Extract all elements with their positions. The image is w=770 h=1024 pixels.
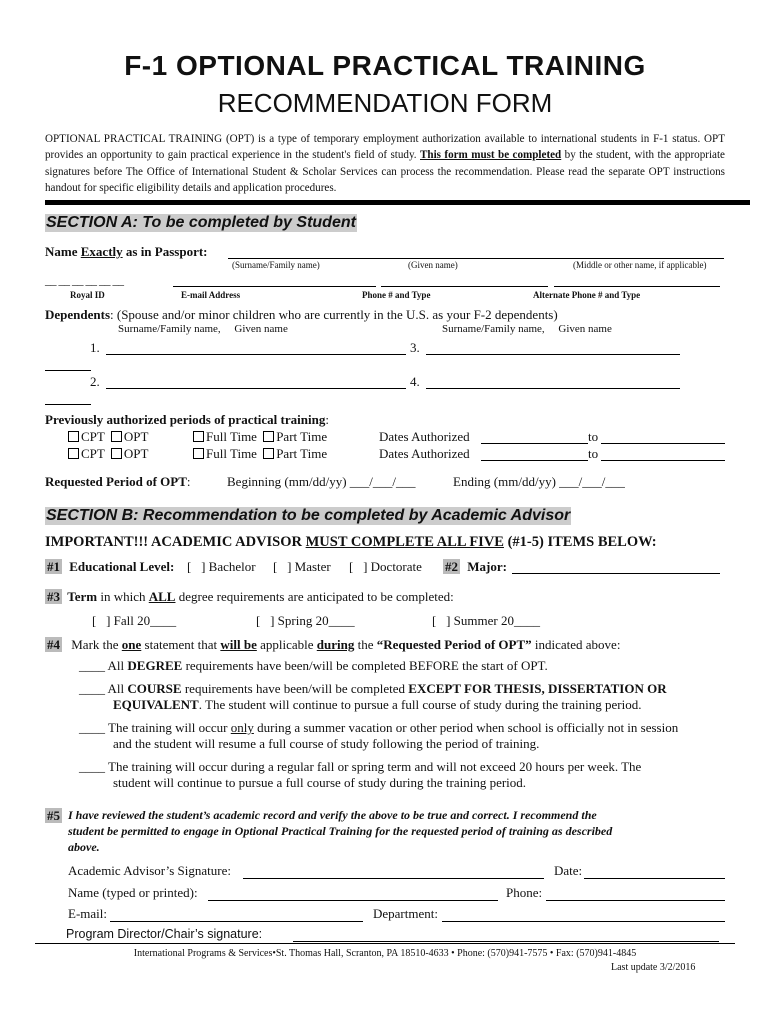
email-address-label: E-mail Address: [181, 290, 241, 300]
to-label-1: to: [588, 429, 599, 444]
ending-date-field[interactable]: Ending (mm/dd/yy) ___/___/___: [453, 474, 625, 489]
royal-id-label: Royal ID: [70, 290, 105, 300]
alt-phone-field[interactable]: [554, 273, 720, 287]
item-4-row: #4 Mark the one statement that will be applicable during the “Requested Period of OPT” indicated above:: [47, 637, 621, 652]
dependent-3-label: 3.: [410, 340, 420, 355]
dates-from-field-1[interactable]: [481, 429, 588, 444]
major-field[interactable]: [512, 559, 720, 574]
summer-option[interactable]: [ ] Summer 20____: [432, 613, 540, 628]
form-title: F-1 OPTIONAL PRACTICAL TRAINING: [124, 50, 646, 81]
intro-paragraph: OPTIONAL PRACTICAL TRAINING (OPT) is a type of temporary employment authorization available to international students in F-1 status. OPT provides an opportunity to gain practical experience in the student's field of study. This form must be completed by the student, with the appropriate signatures before The Office of International Student & Scholar Services can process the recommendation. Please read the separate OPT instructions handout for specific eligibility details and application procedures.: [45, 133, 725, 194]
section-b-heading: SECTION B: Recommendation to be completed by Academic Advisor: [46, 507, 571, 524]
dependent-1-field[interactable]: [106, 340, 406, 355]
dates-to-field-1[interactable]: [601, 429, 725, 444]
email-address-field[interactable]: [173, 273, 376, 287]
prev-row-2-time: Full Time Part Time: [193, 446, 327, 462]
important-notice: IMPORTANT!!! ACADEMIC ADVISOR MUST COMPLETE ALL FIVE (#1-5) ITEMS BELOW:: [45, 534, 657, 550]
prev-row-2: CPT OPT: [68, 446, 148, 462]
dependent-2-overflow: [45, 390, 91, 405]
item-5-marker: #5: [47, 808, 60, 823]
dependents-label: Dependents: (Spouse and/or minor children who are currently in the U.S. as your F-2 dependents): [45, 307, 558, 322]
email-field[interactable]: [110, 906, 363, 922]
opt-checkbox-2[interactable]: [111, 448, 122, 459]
master-option[interactable]: [ ] Master: [273, 559, 331, 574]
alt-phone-type-label: Alternate Phone # and Type: [533, 290, 641, 300]
cpt-checkbox-1[interactable]: [68, 431, 79, 442]
given-caption: (Given name): [408, 260, 458, 270]
footer-divider: [35, 943, 735, 944]
dependent-4-label: 4.: [410, 374, 420, 389]
previous-periods-label: Previously authorized periods of practical training:: [45, 412, 329, 427]
statement-option-3[interactable]: ____ The training will occur only during a summer vacation or other period when school is officially not in session: [79, 720, 679, 735]
prev-row-1-time: Full Time Part Time: [193, 429, 327, 445]
dependent-caption-left: Surname/Family name, Given name: [118, 323, 288, 335]
department-field[interactable]: [442, 906, 725, 922]
dates-from-field-2[interactable]: [481, 446, 588, 461]
dependent-3-field[interactable]: [426, 340, 680, 355]
section-divider: [45, 200, 750, 205]
item-2-row: #2 Major:: [445, 559, 507, 574]
fall-option[interactable]: [ ] Fall 20____: [92, 613, 177, 628]
name-printed-field[interactable]: [208, 885, 498, 901]
full-time-checkbox-2[interactable]: [193, 448, 204, 459]
name-label: Name Exactly as in Passport:: [45, 244, 208, 259]
statement-option-3-cont: and the student will resume a full course of study following the period of training.: [113, 736, 540, 751]
dependent-1-overflow: [45, 356, 91, 371]
statement-option-1[interactable]: ____ All DEGREE requirements have been/will be completed BEFORE the start of OPT.: [79, 658, 548, 673]
advisor-signature-field[interactable]: [243, 863, 544, 879]
dependent-4-field[interactable]: [426, 374, 680, 389]
prev-row-1: CPT OPT: [68, 429, 148, 445]
royal-id-field[interactable]: __ __ __ __ __ __: [45, 273, 124, 287]
opt-checkbox-1[interactable]: [111, 431, 122, 442]
certify-line-3: above.: [68, 840, 100, 854]
phone-type-label: Phone # and Type: [362, 290, 431, 300]
dependent-caption-right: Surname/Family name, Given name: [442, 323, 612, 335]
to-label-2: to: [588, 446, 599, 461]
spring-option[interactable]: [ ] Spring 20____: [256, 613, 355, 628]
passport-name-field[interactable]: [228, 244, 724, 259]
cpt-checkbox-2[interactable]: [68, 448, 79, 459]
statement-option-4-cont: student will continue to pursue a full course of study during the training period.: [113, 775, 527, 790]
doctorate-option[interactable]: [ ] Doctorate: [349, 559, 422, 574]
middle-caption: (Middle or other name, if applicable): [573, 260, 707, 270]
requested-period-label: Requested Period of OPT:: [45, 474, 191, 489]
part-time-checkbox-2[interactable]: [263, 448, 274, 459]
phone-field[interactable]: [381, 273, 548, 287]
dependent-1-label: 1.: [90, 340, 100, 355]
beginning-date-field[interactable]: Beginning (mm/dd/yy) ___/___/___: [227, 474, 416, 489]
program-director-label: Program Director/Chair’s signature:: [66, 927, 263, 941]
phone-label: Phone:: [506, 885, 543, 900]
statement-option-4[interactable]: ____ The training will occur during a regular fall or spring term and will not exceed 20 hours per week. The: [79, 759, 642, 774]
dates-to-field-2[interactable]: [601, 446, 725, 461]
section-a-heading: SECTION A: To be completed by Student: [46, 214, 356, 231]
department-label: Department:: [373, 906, 438, 921]
form-subtitle: RECOMMENDATION FORM: [217, 88, 553, 118]
form-must-be-completed: This form must be completed: [420, 149, 562, 162]
date-label: Date:: [554, 863, 583, 878]
phone-field-advisor[interactable]: [546, 885, 725, 901]
certify-line-1: I have reviewed the student’s academic record and verify the above to be true and correct. I recommend the: [68, 808, 597, 822]
last-update: Last update 3/2/2016: [611, 962, 696, 973]
dates-authorized-label-1: Dates Authorized: [379, 429, 470, 444]
statement-option-2[interactable]: ____ All COURSE requirements have been/will be completed EXCEPT FOR THESIS, DISSERTATION OR: [79, 681, 667, 696]
surname-caption: (Surname/Family name): [232, 260, 320, 270]
dependent-2-field[interactable]: [106, 374, 406, 389]
part-time-checkbox-1[interactable]: [263, 431, 274, 442]
item-1-row: #1 Educational Level:: [47, 559, 175, 574]
name-printed-label: Name (typed or printed):: [68, 885, 198, 900]
footer-address: International Programs & Services•St. Thomas Hall, Scranton, PA 18510-4633 • Phone: (570)941-7575 • Fax: (570)941-4845: [133, 948, 637, 959]
dates-authorized-label-2: Dates Authorized: [379, 446, 470, 461]
advisor-signature-label: Academic Advisor’s Signature:: [68, 863, 231, 878]
certify-line-2: student be permitted to engage in Optional Practical Training for the requested period of training as described: [68, 824, 613, 838]
program-director-signature-field[interactable]: [293, 926, 719, 942]
item-3-row: #3 Term in which ALL degree requirements are anticipated to be completed:: [47, 589, 454, 604]
date-field[interactable]: [584, 863, 725, 879]
full-time-checkbox-1[interactable]: [193, 431, 204, 442]
dependent-2-label: 2.: [90, 374, 100, 389]
bachelor-option[interactable]: [ ] Bachelor: [187, 559, 256, 574]
statement-option-2-cont: EQUIVALENT. The student will continue to pursue a full course of study during the training period.: [113, 697, 642, 712]
email-label: E-mail:: [68, 906, 107, 921]
